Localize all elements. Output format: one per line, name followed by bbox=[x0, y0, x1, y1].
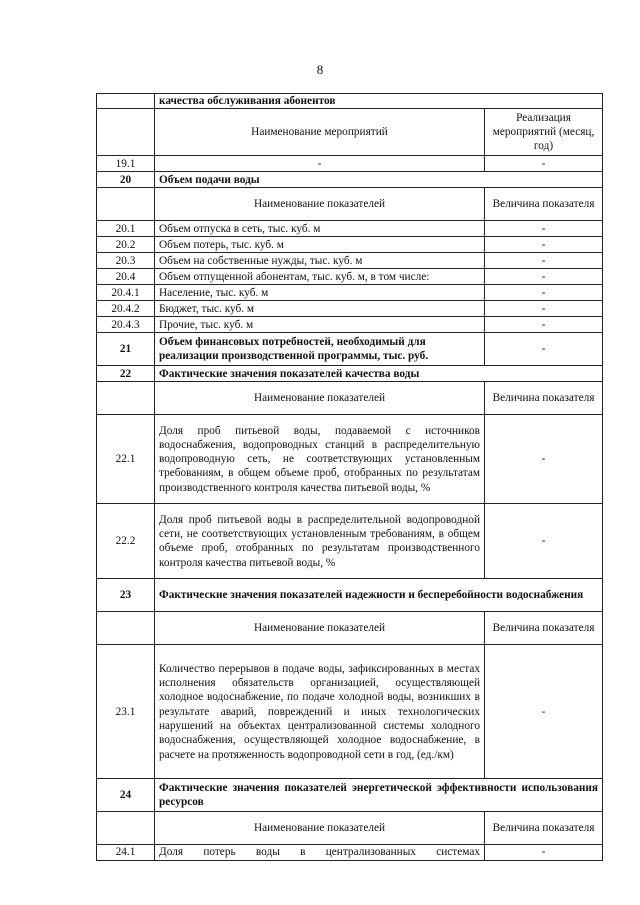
table-row bbox=[97, 301, 603, 317]
row-name: Объем отпуска в сеть, тыс. куб. м bbox=[155, 221, 485, 237]
row-value: - bbox=[485, 301, 603, 317]
row-number: 20.4.2 bbox=[97, 301, 155, 317]
row-value: - bbox=[485, 285, 603, 301]
row-number: 23.1 bbox=[97, 645, 155, 779]
section-number: 21 bbox=[97, 333, 155, 366]
row-number-cell bbox=[97, 612, 155, 645]
table-row bbox=[97, 253, 603, 269]
table-header-row bbox=[97, 612, 603, 645]
section-title: Объем финансовых потребностей, необходимый для реализации производственной программы, тыс. руб. bbox=[155, 333, 485, 366]
table-row bbox=[97, 221, 603, 237]
table-row bbox=[97, 645, 603, 779]
row-name: Доля проб питьевой воды, подаваемой с источников водоснабжения, водопроводных станций в распределительную водопроводную сеть, не соответствующих установленным требованиям, в общем объеме проб, отобранных по результатам производственного контроля качества питьевой воды, % bbox=[155, 415, 485, 504]
row-value: - bbox=[485, 333, 603, 366]
row-number: 20.4 bbox=[97, 269, 155, 285]
row-number-cell bbox=[97, 188, 155, 221]
section-title: Фактические значения показателей энергетической эффективности использования ресурсов bbox=[155, 779, 603, 812]
section-title: Объем подачи воды bbox=[155, 172, 603, 188]
row-name: Бюджет, тыс. куб. м bbox=[155, 301, 485, 317]
table-header-row bbox=[97, 109, 603, 156]
indicators-table bbox=[96, 93, 603, 861]
row-number: 20.2 bbox=[97, 237, 155, 253]
column-header-name: Наименование показателей bbox=[155, 612, 485, 645]
column-header-value: Величина показателя bbox=[485, 188, 603, 221]
section-title: Фактические значения показателей качества воды bbox=[155, 366, 603, 382]
section-row bbox=[97, 779, 603, 812]
row-number-cell bbox=[97, 109, 155, 156]
section-number: 22 bbox=[97, 366, 155, 382]
row-number: 22.2 bbox=[97, 504, 155, 579]
table-row bbox=[97, 504, 603, 579]
table-header-row bbox=[97, 812, 603, 845]
row-value: - bbox=[485, 253, 603, 269]
table-row bbox=[97, 94, 603, 109]
column-header-value: Величина показателя bbox=[485, 382, 603, 415]
column-header-value: Величина показателя bbox=[485, 812, 603, 845]
column-header-name: Наименование показателей bbox=[155, 812, 485, 845]
table-row bbox=[97, 415, 603, 504]
row-name: Количество перерывов в подаче воды, зафиксированных в местах исполнения обязательств организацией, осуществляющей холодное водоснабжение, по подаче холодной воды, возникших в результате аварий, повреждений и иных технологических нарушений на объектах централизованной системы холодного водоснабжения, осуществляющей холодное водоснабжение, в расчете на протяженность водопроводной сети в год, (ед./км) bbox=[155, 645, 485, 779]
page-number: 8 bbox=[316, 62, 324, 77]
row-value: - bbox=[485, 845, 603, 860]
table-header-row bbox=[97, 382, 603, 415]
section-row bbox=[97, 366, 603, 382]
row-value: - bbox=[485, 269, 603, 285]
row-number: 19.1 bbox=[97, 156, 155, 172]
column-header-name: Наименование показателей bbox=[155, 382, 485, 415]
row-name: - bbox=[155, 156, 485, 172]
row-number-cell bbox=[97, 382, 155, 415]
table-header-row bbox=[97, 188, 603, 221]
table-row bbox=[97, 269, 603, 285]
row-name: Население, тыс. куб. м bbox=[155, 285, 485, 301]
section-row bbox=[97, 333, 603, 366]
column-header-name: Наименование мероприятий bbox=[155, 109, 485, 156]
row-name: Объем на собственные нужды, тыс. куб. м bbox=[155, 253, 485, 269]
row-value: - bbox=[485, 237, 603, 253]
row-value: - bbox=[485, 415, 603, 504]
section-row bbox=[97, 579, 603, 612]
row-name: Объем отпущенной абонентам, тыс. куб. м, в том числе: bbox=[155, 269, 485, 285]
row-value: - bbox=[485, 645, 603, 779]
section-number: 20 bbox=[97, 172, 155, 188]
section-number: 24 bbox=[97, 779, 155, 812]
row-name: Объем потерь, тыс. куб. м bbox=[155, 237, 485, 253]
row-number: 20.4.1 bbox=[97, 285, 155, 301]
row-value: - bbox=[485, 504, 603, 579]
section-number: 23 bbox=[97, 579, 155, 612]
row-name: Прочие, тыс. куб. м bbox=[155, 317, 485, 333]
section-title: качества обслуживания абонентов bbox=[155, 94, 603, 109]
row-value: - bbox=[485, 221, 603, 237]
column-header-value: Величина показателя bbox=[485, 612, 603, 645]
section-row bbox=[97, 172, 603, 188]
section-title: Фактические значения показателей надежности и бесперебойности водоснабжения bbox=[155, 579, 603, 612]
table-row bbox=[97, 285, 603, 301]
table-row bbox=[97, 237, 603, 253]
row-number: 20.4.3 bbox=[97, 317, 155, 333]
row-name: Доля потерь воды в централизованных системах bbox=[155, 845, 485, 860]
table-row bbox=[97, 156, 603, 172]
row-number: 24.1 bbox=[97, 845, 155, 860]
table-row bbox=[97, 845, 603, 860]
row-number: 20.3 bbox=[97, 253, 155, 269]
table-row bbox=[97, 317, 603, 333]
row-number-cell bbox=[97, 812, 155, 845]
row-number: 20.1 bbox=[97, 221, 155, 237]
column-header-value: Реализация мероприятий (месяц, год) bbox=[485, 109, 603, 156]
row-number-cell bbox=[97, 94, 155, 109]
column-header-name: Наименование показателей bbox=[155, 188, 485, 221]
row-value: - bbox=[485, 317, 603, 333]
row-value: - bbox=[485, 156, 603, 172]
row-name: Доля проб питьевой воды в распределительной водопроводной сети, не соответствующих установленным требованиям, в общем объеме проб, отобранных по результатам производственного контроля качества питьевой воды, % bbox=[155, 504, 485, 579]
row-number: 22.1 bbox=[97, 415, 155, 504]
